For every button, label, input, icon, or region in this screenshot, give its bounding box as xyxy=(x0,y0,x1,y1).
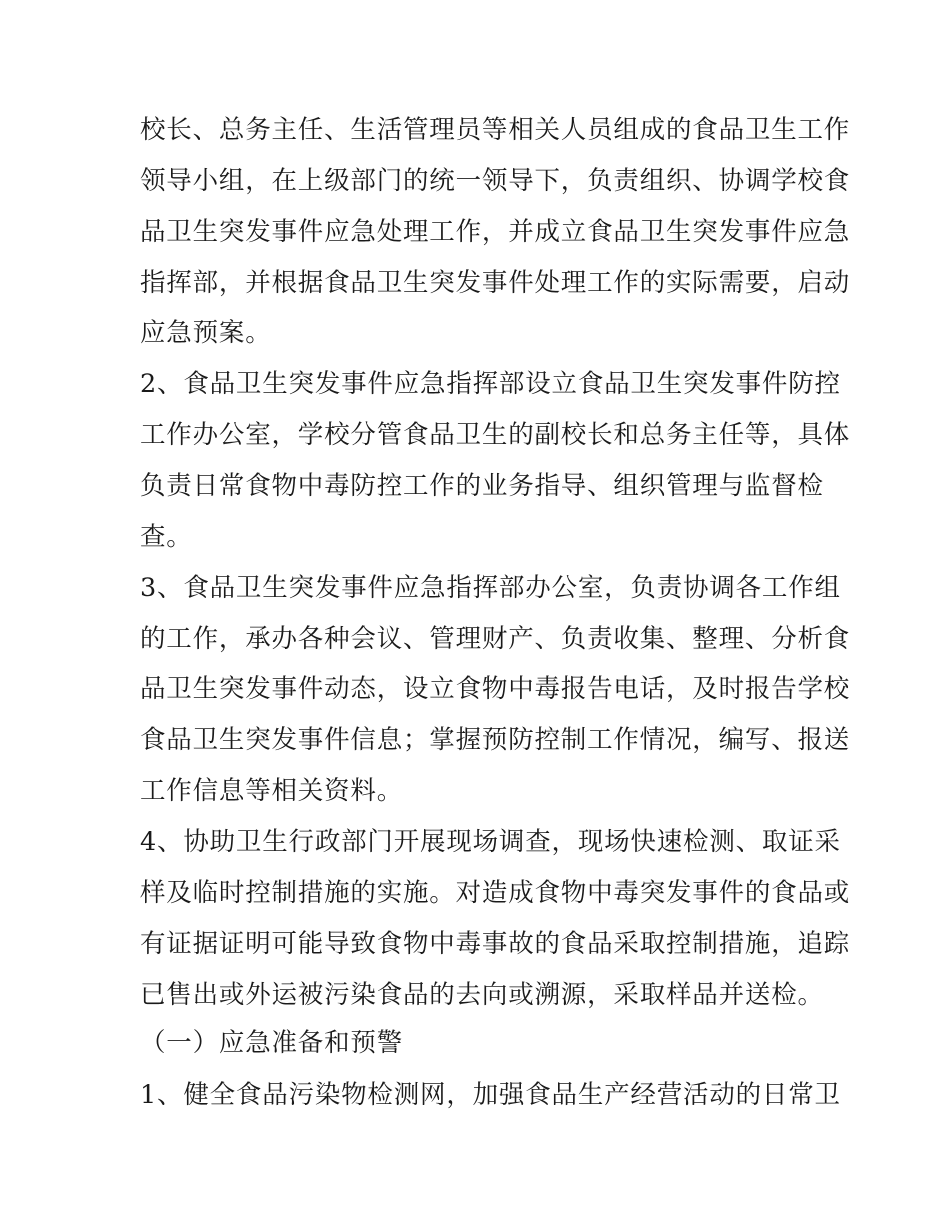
text-line: 负责日常食物中毒防控工作的业务指导、组织管理与监督检 xyxy=(140,471,824,501)
text-line: 3、食品卫生突发事件应急指挥部办公室，负责协调各工作组 xyxy=(140,573,841,603)
text-line: 4、协助卫生行政部门开展现场调查，现场快速检测、取证采 xyxy=(140,827,841,857)
text-line: 的工作，承办各种会议、管理财产、负责收集、整理、分析食 xyxy=(140,624,851,654)
text-line: 品卫生突发事件应急处理工作，并成立食品卫生突发事件应急 xyxy=(140,217,851,247)
text-line: 工作信息等相关资料。 xyxy=(140,776,404,806)
text-line: 2、食品卫生突发事件应急指挥部设立食品卫生突发事件防控 xyxy=(140,369,841,399)
text-line: 样及临时控制措施的实施。对造成食物中毒突发事件的食品或 xyxy=(140,878,851,908)
text-line: 工作办公室，学校分管食品卫生的副校长和总务主任等，具体 xyxy=(140,420,851,450)
text-line: 校长、总务主任、生活管理员等相关人员组成的食品卫生工作 xyxy=(140,115,851,145)
text-line: 食品卫生突发事件信息；掌握预防控制工作情况，编写、报送 xyxy=(140,725,851,755)
text-line: 品卫生突发事件动态，设立食物中毒报告电话，及时报告学校 xyxy=(140,674,851,704)
text-line: 已售出或外运被污染食品的去向或溯源，采取样品并送检。 xyxy=(140,980,824,1010)
text-line: 指挥部，并根据食品卫生突发事件处理工作的实际需要，启动 xyxy=(140,268,851,298)
section-heading: （一）应急准备和预警 xyxy=(140,1028,404,1058)
text-line: 领导小组，在上级部门的统一领导下，负责组织、协调学校食 xyxy=(140,166,851,196)
text-line: 1、健全食品污染物检测网，加强食品生产经营活动的日常卫 xyxy=(140,1080,841,1110)
text-line: 应急预案。 xyxy=(140,318,272,348)
text-line: 有证据证明可能导致食物中毒事故的食品采取控制措施，追踪 xyxy=(140,929,851,959)
text-line: 查。 xyxy=(140,522,193,552)
